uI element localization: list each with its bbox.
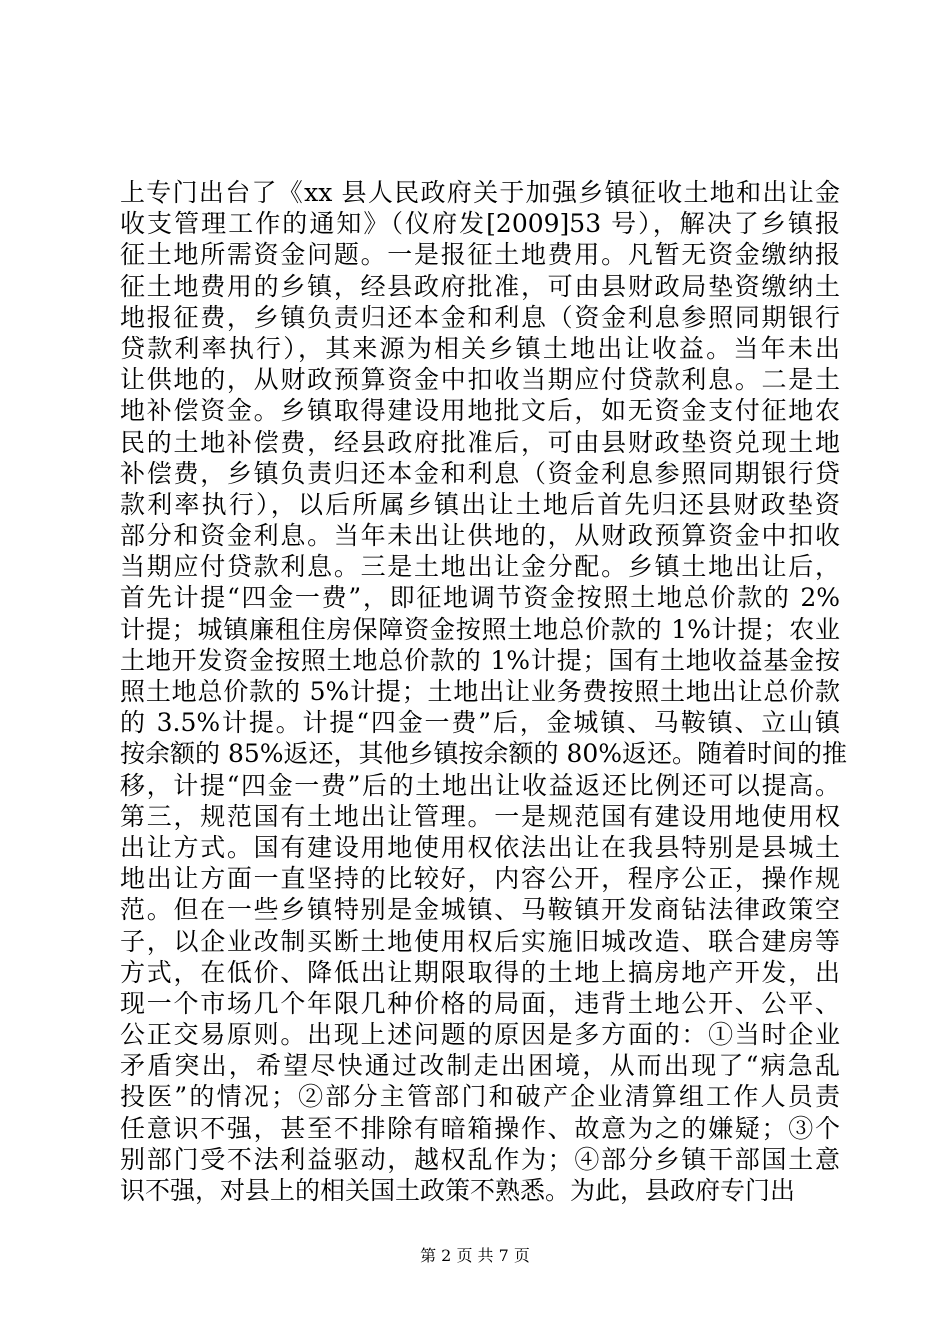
text-line: 地补偿资金。乡镇取得建设用地批文后，如无资金支付征地农 bbox=[120, 396, 840, 426]
body-paragraph bbox=[120, 177, 848, 1206]
text-line: 投医”的情况；②部分主管部门和破产企业清算组工作人员责 bbox=[120, 1082, 840, 1112]
text-line: 的 3.5%计提。计提“四金一费”后，金城镇、马鞍镇、立山镇 bbox=[120, 708, 840, 738]
text-line: 识不强，对县上的相关国土政策不熟悉。为此，县政府专门出 bbox=[120, 1176, 796, 1205]
text-line: 补偿费，乡镇负责归还本金和利息（资金利息参照同期银行贷 bbox=[120, 458, 840, 488]
text-line: 首先计提“四金一费”，即征地调节资金按照土地总价款的 2% bbox=[120, 583, 840, 613]
text-line: 别部门受不法利益驱动，越权乱作为；④部分乡镇干部国土意 bbox=[120, 1144, 840, 1174]
text-line: 征土地费用的乡镇，经县政府批准，可由县财政局垫资缴纳土 bbox=[120, 271, 840, 301]
text-line: 矛盾突出，希望尽快通过改制走出困境，从而出现了“病急乱 bbox=[120, 1051, 840, 1081]
text-line: 出让方式。国有建设用地使用权依法出让在我县特别是县城土 bbox=[120, 832, 840, 862]
text-line: 民的土地补偿费，经县政府批准后，可由县财政垫资兑现土地 bbox=[120, 427, 840, 457]
text-line: 收支管理工作的通知》（仪府发[2009]53 号），解决了乡镇报 bbox=[120, 209, 840, 239]
text-line: 按余额的 85%返还，其他乡镇按余额的 80%返还。随着时间的推 bbox=[120, 739, 848, 769]
text-line: 让供地的，从财政预算资金中扣收当期应付贷款利息。二是土 bbox=[120, 365, 840, 395]
text-line: 征土地所需资金问题。一是报征土地费用。凡暂无资金缴纳报 bbox=[120, 240, 840, 270]
text-line: 移，计提“四金一费”后的土地出让收益返还比例还可以提高。 bbox=[120, 770, 840, 800]
text-line: 贷款利率执行），其来源为相关乡镇土地出让收益。当年未出 bbox=[120, 333, 840, 363]
text-line: 土地开发资金按照土地总价款的 1%计提；国有土地收益基金按 bbox=[120, 645, 840, 675]
text-line: 范。但在一些乡镇特别是金城镇、马鞍镇开发商钻法律政策空 bbox=[120, 895, 840, 925]
text-line: 方式，在低价、降低出让期限取得的土地上搞房地产开发，出 bbox=[120, 957, 840, 987]
text-line: 现一个市场几个年限几种价格的局面，违背土地公开、公平、 bbox=[120, 988, 840, 1018]
text-line: 地出让方面一直坚持的比较好，内容公开，程序公正，操作规 bbox=[120, 864, 840, 894]
text-line: 款利率执行），以后所属乡镇出让土地后首先归还县财政垫资 bbox=[120, 489, 840, 519]
text-line: 子，以企业改制买断土地使用权后实施旧城改造、联合建房等 bbox=[120, 926, 840, 956]
text-line: 公正交易原则。出现上述问题的原因是多方面的：①当时企业 bbox=[120, 1020, 840, 1050]
text-line: 上专门出台了《xx 县人民政府关于加强乡镇征收土地和出让金 bbox=[120, 178, 840, 207]
page-number-footer: 第 2 页 共 7 页 bbox=[420, 1246, 530, 1265]
text-line: 计提；城镇廉租住房保障资金按照土地总价款的 1%计提；农业 bbox=[120, 614, 840, 644]
text-line: 地报征费，乡镇负责归还本金和利息（资金利息参照同期银行 bbox=[120, 302, 840, 332]
text-line: 当期应付贷款利息。三是土地出让金分配。乡镇土地出让后， bbox=[120, 552, 840, 582]
text-line: 第三，规范国有土地出让管理。一是规范国有建设用地使用权 bbox=[120, 801, 840, 831]
text-line: 任意识不强，甚至不排除有暗箱操作、故意为之的嫌疑；③个 bbox=[120, 1113, 840, 1143]
text-line: 部分和资金利息。当年未出让供地的，从财政预算资金中扣收 bbox=[120, 521, 840, 551]
text-line: 照土地总价款的 5%计提；土地出让业务费按照土地出让总价款 bbox=[120, 677, 840, 706]
